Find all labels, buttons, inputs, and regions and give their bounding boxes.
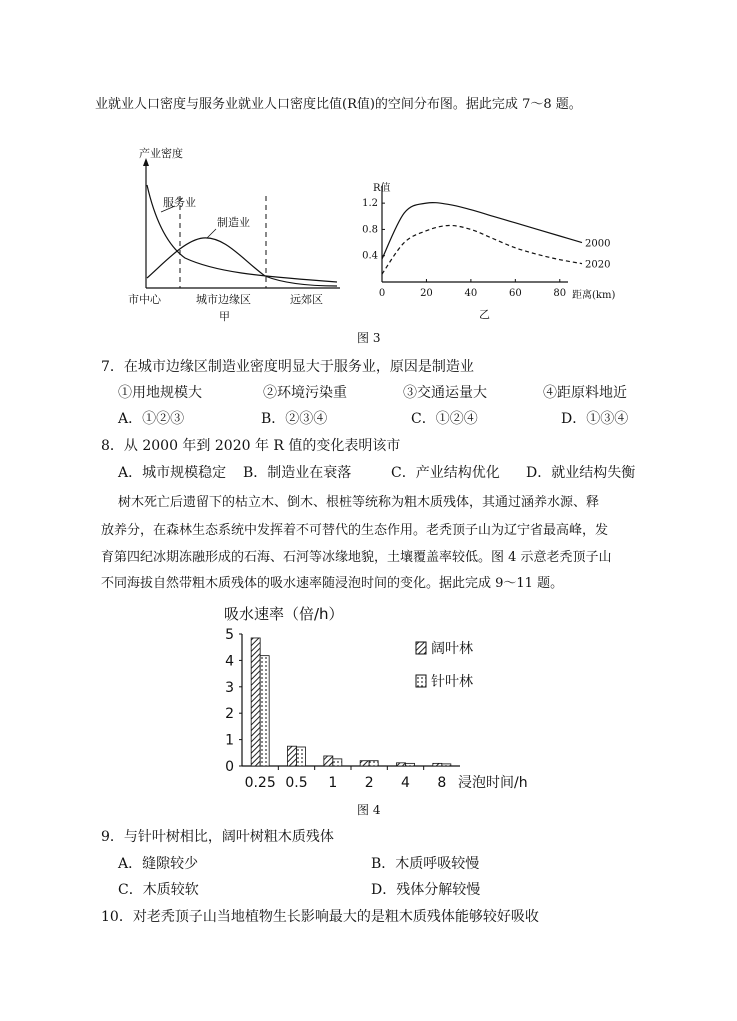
q10-stem: 10．对老秃顶子山当地植物生长影响最大的是粗木质残体能够较好吸收 xyxy=(101,909,539,925)
bar-x-tick-label: 8 xyxy=(437,775,447,791)
right-xlabel: 距离(km) xyxy=(572,290,616,301)
bar-xlabel: 浸泡时间/h xyxy=(458,775,528,791)
bar-x-tick-label: 4 xyxy=(401,775,410,791)
bar-x-tick-label: 1 xyxy=(328,775,338,791)
q8-option-d[interactable]: D．就业结构失衡 xyxy=(526,465,636,481)
zone-fringe: 城市边缘区 xyxy=(196,293,251,306)
r-y-tick-label: 0.8 xyxy=(362,224,378,236)
zone-center: 市中心 xyxy=(128,293,161,306)
passage-line-1: 树木死亡后遗留下的枯立木、倒木、根桩等统称为粗木质残体，其通过涵养水源、释 xyxy=(118,495,600,510)
q9-option-d[interactable]: D．残体分解较慢 xyxy=(371,882,481,898)
r-x-tick-label: 40 xyxy=(464,288,478,299)
bar-x-tick-label: 0.25 xyxy=(244,775,276,791)
q8-options xyxy=(118,462,635,482)
q9-option-a[interactable]: A．缝隙较少 xyxy=(118,856,199,872)
bar-y-tick-label: 5 xyxy=(225,627,234,643)
zone-suburb: 远郊区 xyxy=(290,293,323,306)
right-ylabel: R值 xyxy=(373,183,391,194)
left-ylabel: 产业密度 xyxy=(139,147,183,160)
bar-y-tick-label: 0 xyxy=(225,759,234,775)
r-x-tick-label: 60 xyxy=(508,288,522,299)
bar-y-tick-label: 2 xyxy=(225,706,234,723)
label-manufacture: 制造业 xyxy=(217,216,250,229)
manufacture-leader xyxy=(207,229,216,238)
q7-option-a[interactable]: A．①②③ xyxy=(118,411,185,427)
q9-option-b[interactable]: B．木质呼吸较慢 xyxy=(371,856,480,872)
bar-针叶林-1 xyxy=(333,759,342,766)
r-series-line-2000 xyxy=(382,203,582,259)
legend-label-conifer: 针叶林 xyxy=(431,674,473,690)
fig4-caption: 图 4 xyxy=(357,803,381,817)
r-y-tick-label: 0.4 xyxy=(362,250,378,262)
manufacture-curve xyxy=(147,238,337,286)
q8-stem: 8．从 2000 年到 2020 年 R 值的变化表明该市 xyxy=(101,438,401,454)
q7-item-3: ③交通运量大 xyxy=(403,385,487,401)
bar-阔叶林-0.5 xyxy=(288,746,297,766)
fig3-left-diagram xyxy=(125,140,350,325)
passage-line-4: 不同海拔自然带粗木质残体的吸水速率随浸泡时间的变化。据此完成 9～11 题。 xyxy=(101,576,564,591)
bar-针叶林-4 xyxy=(406,763,415,766)
legend-swatch-broadleaf xyxy=(416,642,426,654)
bar-阔叶林-1 xyxy=(324,756,333,766)
r-series-label-2000: 2000 xyxy=(585,238,611,250)
q7-item-2: ②环境污染重 xyxy=(263,385,347,401)
q7-items xyxy=(118,382,627,402)
r-x-tick-label: 80 xyxy=(553,288,567,299)
bar-y-tick-label: 3 xyxy=(225,679,234,696)
bar-阔叶林-8 xyxy=(433,763,442,766)
q7-item-4: ④距原料地近 xyxy=(543,385,627,401)
r-series-label-2020: 2020 xyxy=(585,259,611,271)
q7-option-d[interactable]: D．①③④ xyxy=(561,411,629,427)
bar-针叶林-0.5 xyxy=(297,747,306,766)
intro-line: 业就业人口密度与服务业就业人口密度比值(R值)的空间分布图。据此完成 7～8 题。 xyxy=(95,97,582,112)
label-service: 服务业 xyxy=(163,196,196,209)
bar-针叶林-2 xyxy=(369,761,378,766)
r-x-tick-label: 20 xyxy=(420,288,433,299)
bar-针叶林-8 xyxy=(442,764,451,766)
q7-stem: 7．在城市边缘区制造业密度明显大于服务业，原因是制造业 xyxy=(101,359,474,375)
q9-option-c[interactable]: C．木质较软 xyxy=(118,882,199,898)
legend-label-broadleaf: 阔叶林 xyxy=(431,641,473,657)
q7-item-1: ①用地规模大 xyxy=(118,385,202,401)
bar-阔叶林-2 xyxy=(360,761,369,766)
passage-line-2: 放养分，在森林生态系统中发挥着不可替代的生态作用。老秃顶子山为辽宁省最高峰，发 xyxy=(101,523,609,538)
q7-option-c[interactable]: C．①②④ xyxy=(411,411,478,427)
r-x-tick-label: 0 xyxy=(378,288,386,299)
passage-line-3: 育第四纪冰期冻融形成的石海、石河等冰缘地貌，土壤覆盖率较低。图 4 示意老秃顶子山 xyxy=(101,550,612,565)
q9-options-row2 xyxy=(118,879,480,899)
fig4-bar-chart xyxy=(200,600,560,800)
q9-options-row1 xyxy=(118,853,479,873)
bar-title: 吸水速率（倍/h） xyxy=(224,605,344,623)
q8-option-c[interactable]: C．产业结构优化 xyxy=(391,465,500,481)
bar-阔叶林-0.25 xyxy=(251,638,260,766)
fig3-right-chart xyxy=(360,178,620,328)
r-y-tick-label: 1.2 xyxy=(362,198,378,210)
bar-y-tick-label: 4 xyxy=(225,653,234,670)
legend-swatch-conifer xyxy=(416,675,426,687)
q8-option-b[interactable]: B．制造业在衰落 xyxy=(243,465,352,481)
bar-阔叶林-4 xyxy=(397,763,406,766)
q9-stem: 9．与针叶树相比，阔叶树粗木质残体 xyxy=(101,829,334,845)
right-caption: 乙 xyxy=(479,308,490,321)
fig3-caption: 图 3 xyxy=(357,331,381,345)
q7-option-b[interactable]: B．②③④ xyxy=(261,411,328,427)
bar-x-tick-label: 2 xyxy=(364,775,374,791)
left-caption: 甲 xyxy=(219,310,230,323)
r-series-line-2020 xyxy=(382,225,582,274)
q7-options xyxy=(118,408,628,428)
q8-option-a[interactable]: A．城市规模稳定 xyxy=(118,465,227,481)
bar-针叶林-0.25 xyxy=(260,656,269,766)
bar-y-tick-label: 1 xyxy=(225,732,234,749)
bar-x-tick-label: 0.5 xyxy=(285,775,308,791)
